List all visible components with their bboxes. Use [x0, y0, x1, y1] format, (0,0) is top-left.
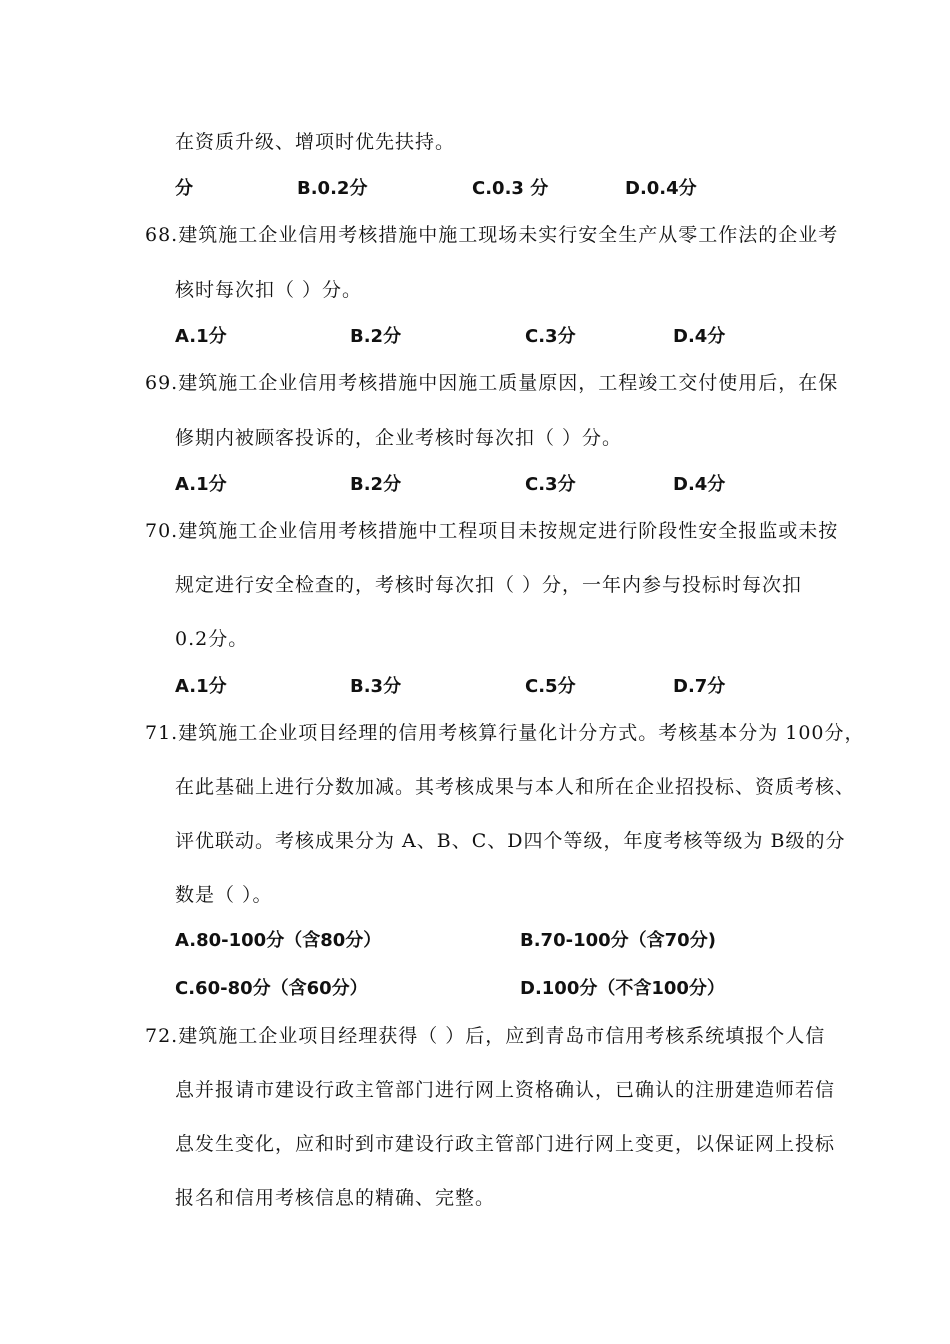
option-c: C.3分: [525, 326, 576, 347]
option-d: D.4分: [673, 474, 726, 495]
question-72-line-2: 息并报请市建设行政主管部门进行网上资格确认，已确认的注册建造师若信: [175, 1079, 836, 1101]
option-b: B.2分: [350, 326, 402, 347]
question-71-line-4: 数是（ ）。: [175, 884, 273, 906]
question-72-line-3: 息发生变化，应和时到市建设行政主管部门进行网上变更，以保证网上投标: [175, 1133, 836, 1155]
question-69-line-2: 修期内被顾客投诉的，企业考核时每次扣（ ）分。: [175, 427, 623, 449]
question-71-line-2: 在此基础上进行分数加减。其考核成果与本人和所在企业招投标、资质考核、: [175, 776, 856, 798]
question-70-line-2: 规定进行安全检查的，考核时每次扣（ ）分，一年内参与投标时每次扣: [175, 574, 803, 596]
option-d: D.7分: [673, 676, 726, 697]
question-71-line-1: 71.建筑施工企业项目经理的信用考核算行量化计分方式。考核基本分为 100分，: [145, 722, 865, 744]
question-68-line-2: 核时每次扣（ ）分。: [175, 279, 363, 301]
option-c: C.3分: [525, 474, 576, 495]
option-b: B.70-100分（含70分): [520, 930, 716, 951]
option-a: A.1分: [175, 676, 227, 697]
question-71-line-3: 评优联动。考核成果分为 A、B、C、D四个等级，年度考核等级为 B级的分: [175, 830, 846, 852]
question-72-line-1: 72.建筑施工企业项目经理获得（ ）后，应到青岛市信用考核系统填报个人信: [145, 1025, 826, 1047]
option-c: C.5分: [525, 676, 576, 697]
paragraph-line: 在资质升级、增项时优先扶持。: [175, 131, 456, 153]
option-c: C.60-80分（含60分）: [175, 978, 368, 999]
option-b: B.0.2分: [297, 178, 368, 199]
option-d: D.100分（不含100分）: [520, 978, 725, 999]
option-b: B.2分: [350, 474, 402, 495]
question-70-line-3: 0.2分。: [175, 628, 249, 650]
option-a: A.1分: [175, 474, 227, 495]
option-a: A.80-100分（含80分）: [175, 930, 382, 951]
option-a: A.1分: [175, 326, 227, 347]
option-d: D.4分: [673, 326, 726, 347]
question-68-line-1: 68.建筑施工企业信用考核措施中施工现场未实行安全生产从零工作法的企业考: [145, 224, 839, 246]
question-69-line-1: 69.建筑施工企业信用考核措施中因施工质量原因，工程竣工交付使用后，在保: [145, 372, 839, 394]
option-b: B.3分: [350, 676, 402, 697]
option-d: D.0.4分: [625, 178, 697, 199]
question-70-line-1: 70.建筑施工企业信用考核措施中工程项目未按规定进行阶段性安全报监或未按: [145, 520, 839, 542]
question-72-line-4: 报名和信用考核信息的精确、完整。: [175, 1187, 496, 1209]
option-a: 分: [175, 178, 193, 199]
option-c: C.0.3 分: [472, 178, 549, 199]
